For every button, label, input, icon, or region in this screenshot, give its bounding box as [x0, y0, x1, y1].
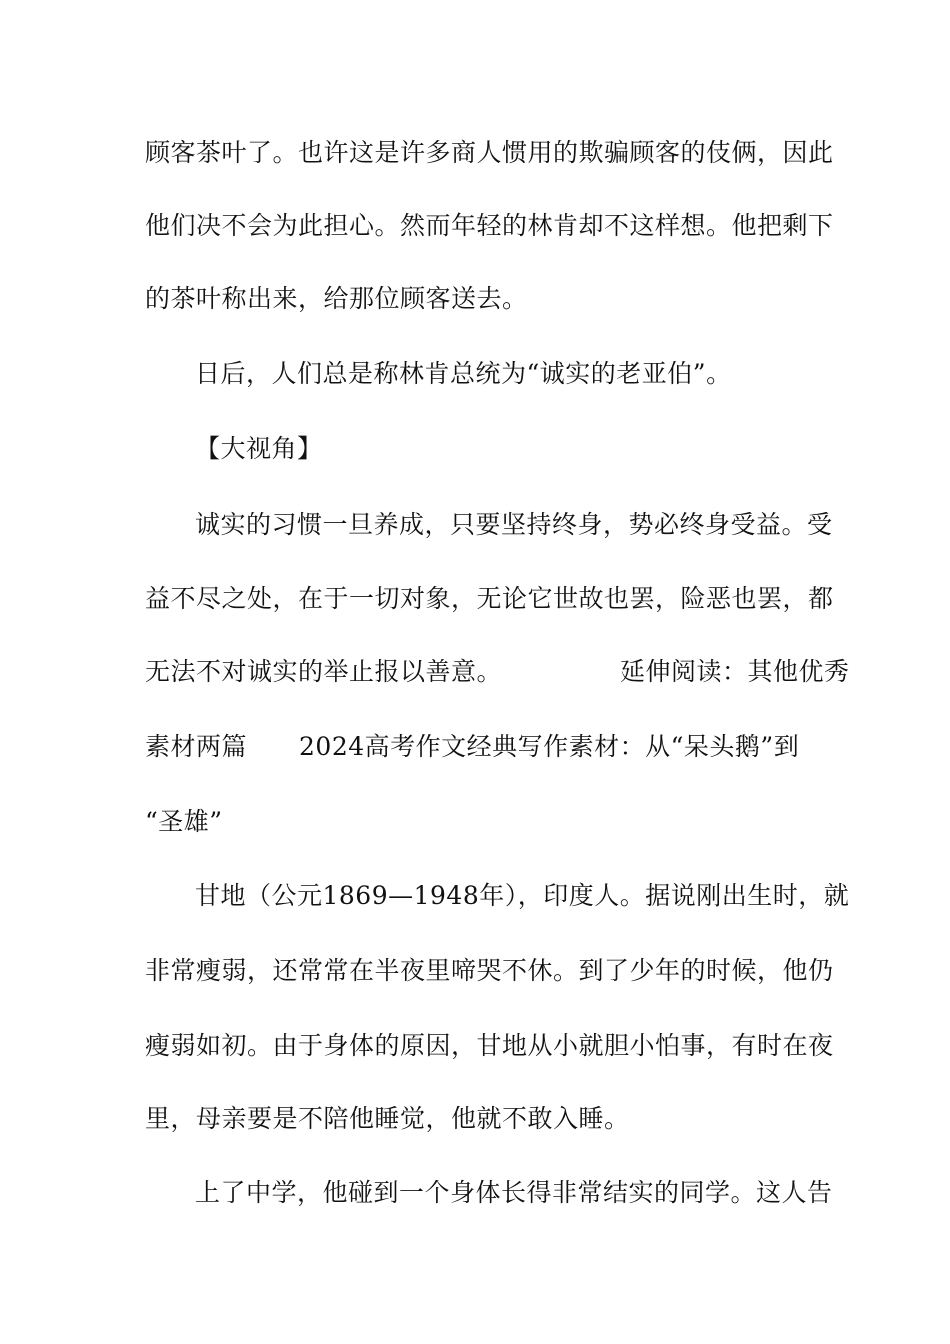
text-segment: 素材两篇	[145, 732, 248, 761]
text-line: 的茶叶称出来，给那位顾客送去。	[145, 284, 528, 313]
text-line: 上了中学，他碰到一个身体长得非常结实的同学。这人告	[195, 1178, 833, 1207]
text-segment: 无法不对诚实的举止报以善意。	[145, 657, 503, 686]
text-line: 益不尽之处，在于一切对象，无论它世故也罢，险恶也罢，都	[145, 584, 834, 613]
text-line	[145, 652, 850, 692]
text-line: 日后，人们总是称林肯总统为“诚实的老亚伯”。	[195, 359, 732, 388]
text-line: 甘地（公元1869—1948年），印度人。据说刚出生时，就	[195, 881, 850, 910]
article-title: 2024高考作文经典写作素材：从“呆头鹅”到	[299, 732, 800, 761]
text-line: 非常瘦弱，还常常在半夜里啼哭不休。到了少年的时候，他仍	[145, 956, 834, 985]
text-line	[145, 727, 805, 767]
text-line: 里，母亲要是不陪他睡觉，他就不敢入睡。	[145, 1104, 630, 1133]
section-heading: 【大视角】	[195, 434, 323, 463]
text-line: “圣雄”	[145, 807, 223, 836]
text-line: 他们决不会为此担心。然而年轻的林肯却不这样想。他把剩下	[145, 211, 834, 240]
text-line: 诚实的习惯一旦养成，只要坚持终身，势必终身受益。受	[195, 510, 833, 539]
extended-reading-label: 延伸阅读：其他优秀	[620, 657, 850, 686]
text-line: 瘦弱如初。由于身体的原因，甘地从小就胆小怕事，有时在夜	[145, 1031, 834, 1060]
text-line: 顾客茶叶了。也许这是许多商人惯用的欺骗顾客的伎俩，因此	[145, 138, 834, 167]
